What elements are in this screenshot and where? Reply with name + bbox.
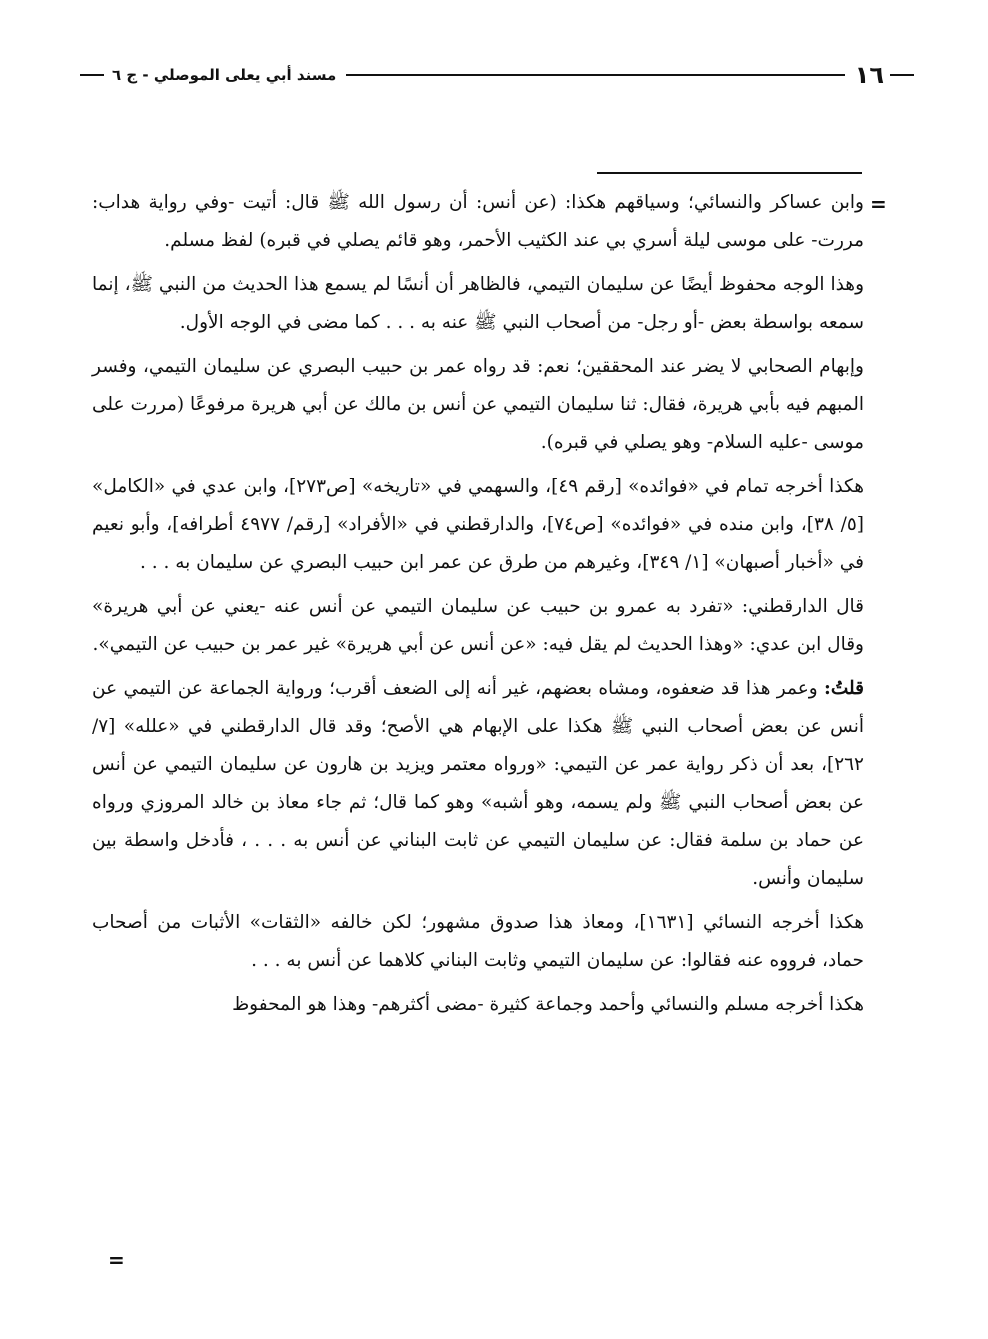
continuation-marker-start: =: [870, 192, 887, 216]
page-header: [80, 58, 914, 92]
page-number-text: ١٦: [854, 61, 884, 89]
paragraph-5: قال الدارقطني: «تفرد به عمرو بن حبيب عن سليمان التيمي عن أنس عنه -يعني عن أبي هريرة» وقال ابن عدي: «وهذا الحديث لم يقل فيه: «عن أنس عن أبي هريرة» غير عمر بن حبيب عن التيمي».: [92, 596, 864, 655]
paragraph-4: هكذا أخرجه تمام في «فوائده» [رقم ٤٩]، والسهمي في «تاريخه» [ص٢٧٣]، وابن عدي في «الكامل» [٥/ ٣٨]، وابن منده في «فوائده» [ص٧٤]، والدارقطني في «الأفراد» [رقم/ ٤٩٧٧ أطرافه]، وأبو نعيم في «أخبار أصبهان» [١/ ٣٤٩]، وغيرهم من طرق عن عمر ابن حبيب البصري عن سليمان به . . .: [92, 476, 865, 573]
continuation-marker-end: =: [108, 1248, 125, 1272]
paragraph-8: هكذا أخرجه مسلم والنسائي وأحمد وجماعة كثيرة -مضى أكثرهم- وهذا هو المحفوظ: [232, 994, 864, 1015]
footnote-body: [92, 184, 864, 1030]
qultu-lead: قلتُ:: [824, 678, 864, 699]
paragraph-2: وهذا الوجه محفوظ أيضًا عن سليمان التيمي، فالظاهر أن أنسًا لم يسمع هذا الحديث من النبي ﷺ، إنما سمعه بواسطة بعض -أو رجل- من أصحاب النبي ﷺ عنه به . . . كما مضى في الوجه الأول.: [92, 274, 864, 333]
book-title: مسند أبي يعلى الموصلي - ج ٦: [112, 66, 337, 84]
paragraph-1: وابن عساكر والنسائي؛ وسياقهم هكذا: (عن أنس: أن رسول الله ﷺ قال: أتيت -وفي رواية هداب: مررت- على موسى ليلة أسري بي عند الكثيب الأحمر، وهو قائم يصلي في قبره) لفظ مسلم.: [92, 192, 864, 251]
header-end-dash-icon: [80, 74, 104, 76]
paragraph-7: هكذا أخرجه النسائي [١٦٣١]، ومعاذ هذا صدوق مشهور؛ لكن خالفه «الثقات» الأثبات من أصحاب حماد، فرووه عنه فقالوا: عن سليمان التيمي وثابت البناني كلاهما عن أنس به . . .: [92, 912, 864, 971]
page-number: [855, 61, 914, 89]
paragraph-3: وإبهام الصحابي لا يضر عند المحققين؛ نعم: قد رواه عمر بن حبيب البصري عن سليمان التيمي، وفسر المبهم فيه بأبي هريرة، فقال: ثنا سليمان التيمي عن أنس بن مالك عن أبي هريرة مرفوعًا (مررت على موسى -عليه السلام- وهو يصلي في قبره).: [92, 356, 864, 453]
paragraph-6: [92, 670, 864, 898]
footnote-separator: [597, 172, 862, 174]
header-rule: [346, 74, 844, 76]
header-dash-icon: [890, 74, 914, 76]
paragraph-6-text: وعمر هذا قد ضعفوه، ومشاه بعضهم، غير أنه إلى الضعف أقرب؛ ورواية الجماعة عن التيمي عن أنس عن بعض أصحاب النبي ﷺ هكذا على الإبهام هي الأصح؛ وقد قال الدارقطني في «علله» [٧/ ٢٦٢]، بعد أن ذكر رواية عمر عن التيمي: «ورواه معتمر ويزيد بن هارون عن سليمان التيمي عن أنس عن بعض أصحاب النبي ﷺ ولم يسمه، وهو أشبه» وهو كما قال؛ ثم جاء معاذ بن خالد المروزي ورواه عن حماد بن سلمة فقال: عن سليمان التيمي عن ثابت البناني عن أنس به . . . ، فأدخل واسطة بين سليمان وأنس.: [92, 678, 864, 889]
